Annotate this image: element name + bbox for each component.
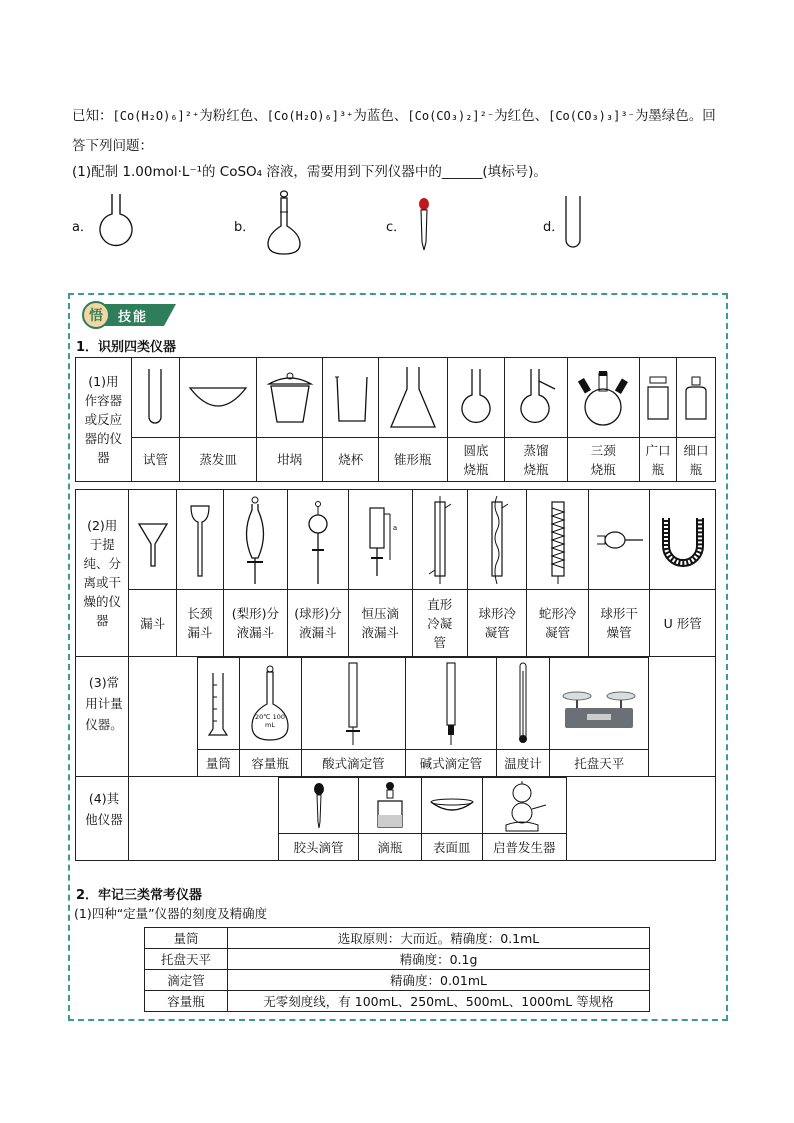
option-c-label: c． bbox=[386, 220, 407, 235]
conical-flask-icon bbox=[379, 358, 447, 438]
test-tube-icon bbox=[562, 194, 584, 250]
precision-table bbox=[144, 927, 650, 1012]
u-tube-icon bbox=[650, 490, 716, 590]
table-row bbox=[145, 970, 650, 991]
complex-2-color: 为蓝色、 bbox=[353, 108, 408, 124]
instrument-row-4 bbox=[278, 777, 567, 861]
label-vol-flask: 容量瓶 bbox=[239, 750, 301, 777]
row2-category: (2)用于提纯、分离或干燥的仪器 bbox=[76, 490, 129, 657]
option-b-label: b． bbox=[234, 220, 256, 235]
label-beaker: 烧杯 bbox=[323, 438, 379, 482]
label-pressure-funnel: 恒压滴液漏斗 bbox=[349, 590, 412, 657]
intro-line-1 bbox=[72, 101, 732, 131]
complex-3-color: 为红色、 bbox=[494, 108, 549, 124]
label-straight-condenser: 直形冷凝管 bbox=[412, 590, 467, 657]
volumetric-flask-icon bbox=[264, 188, 304, 258]
row4-category: (4)其他仪器 bbox=[85, 791, 123, 827]
badge-char: 悟 bbox=[89, 308, 103, 324]
complex-1-color: 为粉红色、 bbox=[199, 108, 267, 124]
complex-4: [Co(CO₃)₃]³⁻ bbox=[548, 109, 635, 123]
precision-name: 滴定管 bbox=[145, 970, 228, 991]
section-2-title: 2．牢记三类常考仪器 bbox=[76, 888, 203, 903]
drying-tube-icon bbox=[588, 490, 649, 590]
label-coil-condenser: 蛇形冷凝管 bbox=[527, 590, 588, 657]
label-wide-bottle: 广口瓶 bbox=[640, 438, 677, 482]
question-1: (1)配制 1.00mol·L⁻¹的 CoSO₄ 溶液，需要用到下列仪器中的______(填标号)。 bbox=[72, 164, 547, 180]
pear-separatory-funnel-icon bbox=[224, 490, 287, 590]
narrow-mouth-bottle-icon bbox=[676, 358, 715, 438]
acid-burette-icon bbox=[301, 658, 406, 750]
complex-2: [Co(H₂O)₆]³⁺ bbox=[266, 109, 354, 123]
dropping-bottle-icon bbox=[359, 778, 422, 834]
precision-desc: 无零刻度线，有 100mL、250mL、500mL、1000mL 等规格 bbox=[228, 991, 650, 1012]
label-distillation-flask: 蒸馏烧瓶 bbox=[505, 438, 567, 482]
option-a-label: a． bbox=[72, 220, 93, 235]
section-2-subtitle: (1)四种“定量”仪器的刻度及精确度 bbox=[74, 906, 268, 921]
table-row bbox=[145, 928, 650, 949]
label-base-burette: 碱式滴定管 bbox=[406, 750, 496, 777]
label-test-tube: 试管 bbox=[131, 438, 179, 482]
straight-condenser-icon bbox=[412, 490, 467, 590]
base-burette-icon bbox=[406, 658, 496, 750]
label-drying-tube: 球形干燥管 bbox=[588, 590, 649, 657]
bulb-condenser-icon bbox=[467, 490, 526, 590]
instrument-row-2 bbox=[75, 489, 716, 657]
label-cylinder: 量筒 bbox=[198, 750, 240, 777]
complex-4-color: 为墨绿色。回 bbox=[634, 108, 716, 124]
intro-line-2: 答下列问题： bbox=[72, 138, 153, 154]
label-bulb-condenser: 球形冷凝管 bbox=[467, 590, 526, 657]
precision-desc: 精确度：0.1g bbox=[228, 949, 650, 970]
label-long-neck-funnel: 长颈漏斗 bbox=[176, 590, 223, 657]
label-balance: 托盘天平 bbox=[550, 750, 649, 777]
kipp-generator-icon bbox=[482, 778, 567, 834]
label-evaporating-dish: 蒸发皿 bbox=[180, 438, 257, 482]
label-round-flask: 圆底烧瓶 bbox=[447, 438, 505, 482]
instrument-row-1 bbox=[75, 357, 716, 482]
table-row bbox=[145, 949, 650, 970]
label-three-neck-flask: 三颈烧瓶 bbox=[567, 438, 640, 482]
balance-icon bbox=[550, 658, 649, 750]
funnel-icon bbox=[129, 490, 176, 590]
label-dropper: 胶头滴管 bbox=[279, 834, 359, 861]
crucible-icon bbox=[257, 358, 323, 438]
round-bottom-flask-icon bbox=[96, 192, 136, 252]
label-funnel: 漏斗 bbox=[129, 590, 176, 657]
spherical-separatory-funnel-icon bbox=[287, 490, 348, 590]
label-sphere-funnel: (球形)分液漏斗 bbox=[287, 590, 348, 657]
dropper-icon bbox=[414, 196, 434, 252]
precision-name: 容量瓶 bbox=[145, 991, 228, 1012]
dropper-pipette-icon bbox=[279, 778, 359, 834]
complex-3: [Co(CO₃)₂]²⁻ bbox=[407, 109, 495, 123]
label-conical-flask: 锥形瓶 bbox=[379, 438, 447, 482]
badge-label: 技能 bbox=[118, 310, 149, 325]
flask-volume-mark: 20℃ 100 mL bbox=[254, 713, 286, 729]
precision-name: 量筒 bbox=[145, 928, 228, 949]
row1-category: (1)用作容器或反应器的仪器 bbox=[76, 358, 132, 482]
thermometer-icon bbox=[496, 658, 550, 750]
intro-text bbox=[72, 101, 732, 161]
label-kipp: 启普发生器 bbox=[482, 834, 567, 861]
long-neck-funnel-icon bbox=[176, 490, 223, 590]
precision-desc: 精确度：0.01mL bbox=[228, 970, 650, 991]
watch-glass-icon bbox=[421, 778, 482, 834]
label-pear-funnel: (梨形)分液漏斗 bbox=[224, 590, 287, 657]
volumetric-flask-icon bbox=[239, 658, 301, 750]
round-bottom-flask-icon bbox=[447, 358, 505, 438]
graduated-cylinder-icon bbox=[198, 658, 240, 750]
label-thermometer: 温度计 bbox=[496, 750, 550, 777]
constant-pressure-funnel-icon bbox=[349, 490, 412, 590]
label-u-tube: U 形管 bbox=[650, 590, 716, 657]
coil-condenser-icon bbox=[527, 490, 588, 590]
label-dropping-bottle: 滴瓶 bbox=[359, 834, 422, 861]
label-crucible: 坩埚 bbox=[257, 438, 323, 482]
label-watch-glass: 表面皿 bbox=[421, 834, 482, 861]
distillation-flask-icon bbox=[505, 358, 567, 438]
test-tube-icon bbox=[131, 358, 179, 438]
section-1-title: 1．识别四类仪器 bbox=[76, 340, 177, 355]
table-row bbox=[145, 991, 650, 1012]
precision-name: 托盘天平 bbox=[145, 949, 228, 970]
precision-desc: 选取原则：大而近。精确度：0.1mL bbox=[228, 928, 650, 949]
three-neck-flask-icon bbox=[567, 358, 640, 438]
category-divider bbox=[128, 657, 129, 861]
beaker-icon bbox=[323, 358, 379, 438]
label-acid-burette: 酸式滴定管 bbox=[301, 750, 406, 777]
option-d-label: d． bbox=[543, 220, 565, 235]
label-narrow-bottle: 细口瓶 bbox=[676, 438, 715, 482]
intro-prefix: 已知： bbox=[72, 108, 113, 124]
svg-text:a: a bbox=[393, 523, 398, 532]
evaporating-dish-icon bbox=[180, 358, 257, 438]
complex-1: [Co(H₂O)₆]²⁺ bbox=[112, 109, 200, 123]
row3-category: (3)常用计量仪器。 bbox=[85, 675, 123, 732]
wide-mouth-bottle-icon bbox=[640, 358, 677, 438]
